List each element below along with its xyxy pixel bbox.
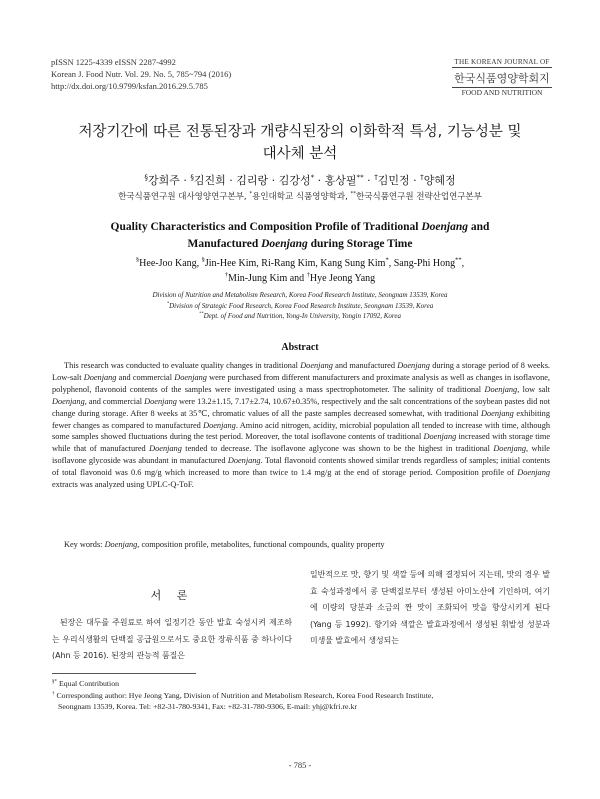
author-ko: 강희주: [147, 174, 180, 187]
footnote-equal-contribution: §* Equal Contribution: [52, 678, 119, 688]
paper-title-ko-line1: 저장기간에 따른 전통된장과 개량식된장의 이화학적 특성, 기능성분 및: [78, 124, 522, 140]
abstract-text: This research was conducted to evaluate quality changes in traditional Doenjang and manufactured Doenjang during a storage period of 8 weeks. Low-salt Doenjang and commercial Doenjang were purchased from different manufacturers and proximate analysis as well as changes in isoflavone, polyphenol, flavonoid contents of the samples were investigated using a mass spectrophotometer. The salinity of traditional Doenjang, low salt Doenjang, and commercial Doenjang were 13.2±1.15, 7.17±2.74, 10.67±0.35%, respectively and the salt concentrations of the soybean pastes did not change during storage. After 8 weeks at 35℃, chromatic values of all the paste samples decreased somewhat, with traditional Doenjang exhibiting fewer changes as compared to manufactured Doenjang. Amino acid nitrogen, acidity, microbial population all tended to increase with time, although some samples showed fluctuations during the test period. Moreover, the total isoflavone contents of traditional Doenjang increased with storage time while that of manufactured Doenjang tended to decrease. The isoflavone aglycone was shown to be the highest in traditional Doenjang, while isoflavone glycoside was abundant in manufactured Doenjang. Total flavonoid contents showed similar trends regardless of samples; initial contents of total flavonoid was 0.6 mg/g which increased to more than twice to 1.4 mg/g at the end of storage period. Composition profile of Doenjang extracts was analyzed using UPLC-Q-ToF.: [52, 361, 551, 490]
author-list-ko: §강희주 · §김진희 · 김리랑 · 김강성* · 홍상필** · †김민정 · †양혜정: [144, 172, 456, 187]
author-ko: 홍상필: [324, 174, 357, 187]
author-ko: 김강성: [278, 174, 311, 187]
citation-line: Korean J. Food Nutr. Vol. 29. No. 5, 785~794 (2016): [51, 69, 232, 79]
keywords: Key words: Doenjang, composition profile, metabolites, functional compounds, quality property: [64, 540, 385, 549]
affiliation-en: Division of Nutrition and Metabolism Research, Korea Food Research Institute, Seongnam 13539, Korea *Division of Strategic Food Research, Korea Food Research Institute, Seongnam 13539, Korea **Dept. of Food and Nutrition, Yong-In University, Yongin 17092, Korea: [152, 291, 448, 320]
issn-line: pISSN 1225-4339 eISSN 2287-4992: [51, 57, 176, 67]
doi-link[interactable]: http://dx.doi.org/10.9799/ksfan.2016.29.5.785: [51, 81, 208, 91]
footnote-corresponding-author: † Corresponding author: Hye Jeong Yang, Division of Nutrition and Metabolism Research, Korea Food Research Institute,: [52, 689, 434, 700]
paper-title-ko: [30, 121, 570, 165]
author-ko: 김진희: [193, 174, 226, 187]
page-number: - 785 -: [288, 760, 312, 770]
footnote-contact: Seongnam 13539, Korea. Tel: +82-31-780-9341, Fax: +82-31-780-9306, E-mail: yhj@kfri.re.kr: [58, 702, 357, 711]
journal-header-info: [51, 56, 231, 92]
footnote-divider: [52, 673, 196, 674]
author-ko: 양혜정: [423, 174, 456, 187]
affiliation-ko: 한국식품연구원 대사영양연구본부, *용인대학교 식품영양학과, **한국식품연구원 전략산업연구본부: [118, 191, 482, 202]
journal-name-en-bottom: FOOD AND NUTRITION: [452, 87, 552, 97]
journal-name-en-top: THE KOREAN JOURNAL OF: [452, 58, 552, 68]
author-list-en: §Hee-Joo Kang, §Jin-Hee Kim, Ri-Rang Kim, Kang Sung Kim*, Sang-Phi Hong**, †Min-Jung Kim and †Hye Jeong Yang: [135, 256, 465, 284]
journal-logo: [452, 58, 552, 97]
intro-right-column: 일반적으로 맛, 향기 및 색깔 등에 의해 결정되어 지는데, 맛의 경우 발효 숙성과정에서 콩 단백질로부터 생성된 아미노산에 기인하며, 여기에 미량의 당분과 소금의 짠 맛이 조화되어 맛을 향상시키게 된다(Yang 등 1992). 향기와 색깔은 발효과정에서 생성된 휘발성 성분과 미생물 발효에서 생성되는: [310, 570, 550, 645]
intro-left-column: 된장은 대두를 주원료로 하여 일정기간 동안 발효 숙성시켜 제조하는 우리식생활의 단백질 공급원으로서도 중요한 장류식품 중 하나이다(Ahn 등 2016). 된장의 관능적 품질은: [52, 618, 292, 660]
author-ko: 김민정: [377, 174, 410, 187]
journal-name-ko: 한국식품영양학회지: [454, 72, 550, 85]
section-heading-intro: 서 론: [150, 589, 194, 602]
paper-title-en: Quality Characteristics and Composition Profile of Traditional Doenjang and Manufactured Doenjang during Storage Time: [110, 221, 490, 250]
author-ko: 김리랑: [236, 174, 269, 187]
abstract-heading: Abstract: [281, 342, 319, 353]
footnotes: [52, 678, 550, 713]
paper-title-ko-line2: 대사체 분석: [262, 146, 338, 162]
